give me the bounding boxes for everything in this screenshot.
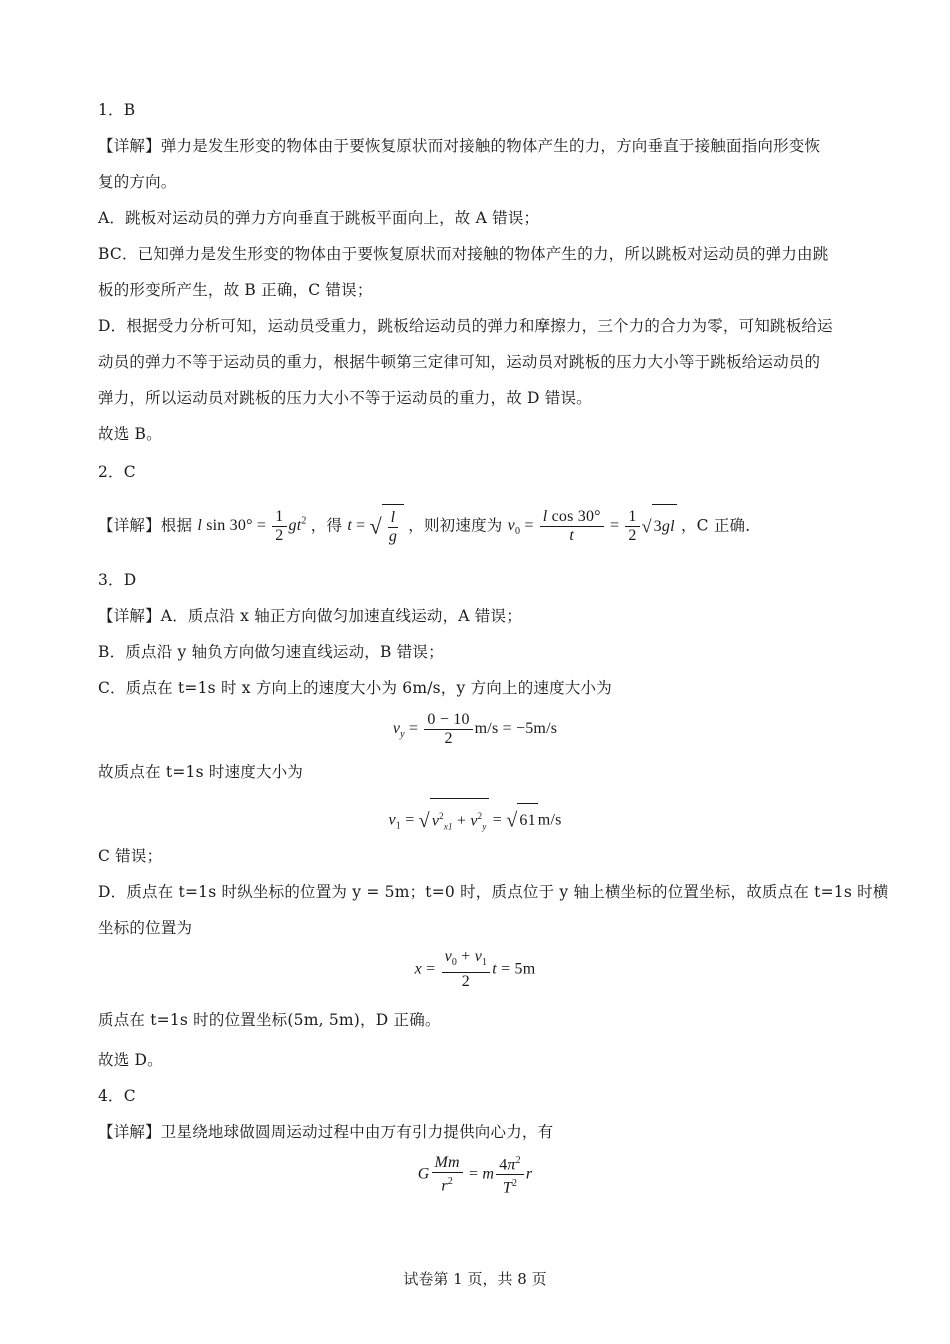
q2-prefix: 【详解】根据 (98, 516, 193, 535)
q3-c-wrong: C 错误； (98, 847, 163, 865)
q3-answer: 3．D (98, 571, 137, 589)
q1-detail-line-2: 复的方向。 (98, 173, 177, 191)
q1-option-a: A．跳板对运动员的弹力方向垂直于跳板平面向上，故 A 错误； (98, 209, 540, 227)
q1-answer: 1．B (98, 101, 136, 119)
q4-answer: 4．C (98, 1087, 136, 1105)
page-footer: 试卷第 1 页，共 8 页 (403, 1270, 547, 1288)
q2-formula-3: $v_0$ = $\frac{\text{l cos 30°}}{t}$ = $\frac{1}{2}$ √ 3gl (508, 517, 681, 534)
q3-option-d-line-1: D．质点在 t=1s 时纵坐标的位置为 y = 5m；t=0 时，质点位于 y 轴上横坐标的位置坐标，故质点在 t=1s 时横 (98, 883, 889, 901)
q1-detail-line-1: 【详解】弹力是发生形变的物体由于要恢复原状而对接触的物体产生的力，方向垂直于接触面指向形变恢 (98, 137, 821, 155)
q3-conclusion: 故选 D。 (98, 1051, 163, 1069)
q1-option-bc-line-2: 板的形变所产生，故 B 正确，C 错误； (98, 281, 373, 299)
q3-option-a: 【详解】A．质点沿 x 轴正方向做匀加速直线运动，A 错误； (98, 607, 522, 625)
q3-vy-equation: $v_y$ = $\frac{0 - 10}{2}$ m/s = −5m/s (392, 710, 558, 747)
q2-formula-1: l sin 30° = $\frac{1}{2}$ $gt^2$ (197, 508, 307, 545)
q3-option-d-line-2: 坐标的位置为 (98, 919, 193, 937)
q3-option-b: B．质点沿 y 轴负方向做匀速直线运动，B 错误； (98, 643, 444, 661)
q2-formula-2: t = √ $\frac{l}{g}$ (347, 517, 408, 534)
q4-gravity-equation: G $\frac{Mm}{r^2}$ = m $\frac{4\pi^2}{T^2}$ r (0, 1152, 950, 1198)
q3-position: 质点在 t=1s 时的位置坐标(5m, 5m)，D 正确。 (98, 1011, 441, 1029)
q3-speed-intro: 故质点在 t=1s 时速度大小为 (98, 763, 304, 781)
q1-option-bc-line-1: BC．已知弹力是发生形变的物体由于要恢复原状而对接触的物体产生的力，所以跳板对运动员的弹力由跳 (98, 245, 829, 263)
q2-detail (98, 500, 858, 555)
q2-mid-1: ，得 (310, 516, 343, 535)
q1-option-d-line-3: 弹力，所以运动员对跳板的压力大小不等于运动员的重力，故 D 错误。 (98, 389, 592, 407)
q2-suffix: ，C 正确． (680, 516, 761, 535)
q3-option-c: C．质点在 t=1s 时 x 方向上的速度大小为 6m/s，y 方向上的速度大小为 (98, 679, 612, 697)
q1-option-d-line-1: D．根据受力分析可知，运动员受重力，跳板给运动员的弹力和摩擦力，三个力的合力为零，可知跳板给运 (98, 317, 833, 335)
q2-answer: 2．C (98, 463, 136, 481)
q3-x-equation: x = $\frac{v_0 + v_1}{2}$ t = 5m (414, 948, 536, 991)
q3-v1-equation: $v_1$ = √ $v^2_{x1} + v^2_y$ = √ 61 m/s (0, 798, 950, 844)
q2-mid-2: ，则初速度为 (408, 516, 503, 535)
q1-conclusion: 故选 B。 (98, 425, 162, 443)
q1-option-d-line-2: 动员的弹力不等于运动员的重力，根据牛顿第三定律可知，运动员对跳板的压力大小等于跳板给运动员的 (98, 353, 821, 371)
q4-detail: 【详解】卫星绕地球做圆周运动过程中由万有引力提供向心力，有 (98, 1123, 554, 1141)
